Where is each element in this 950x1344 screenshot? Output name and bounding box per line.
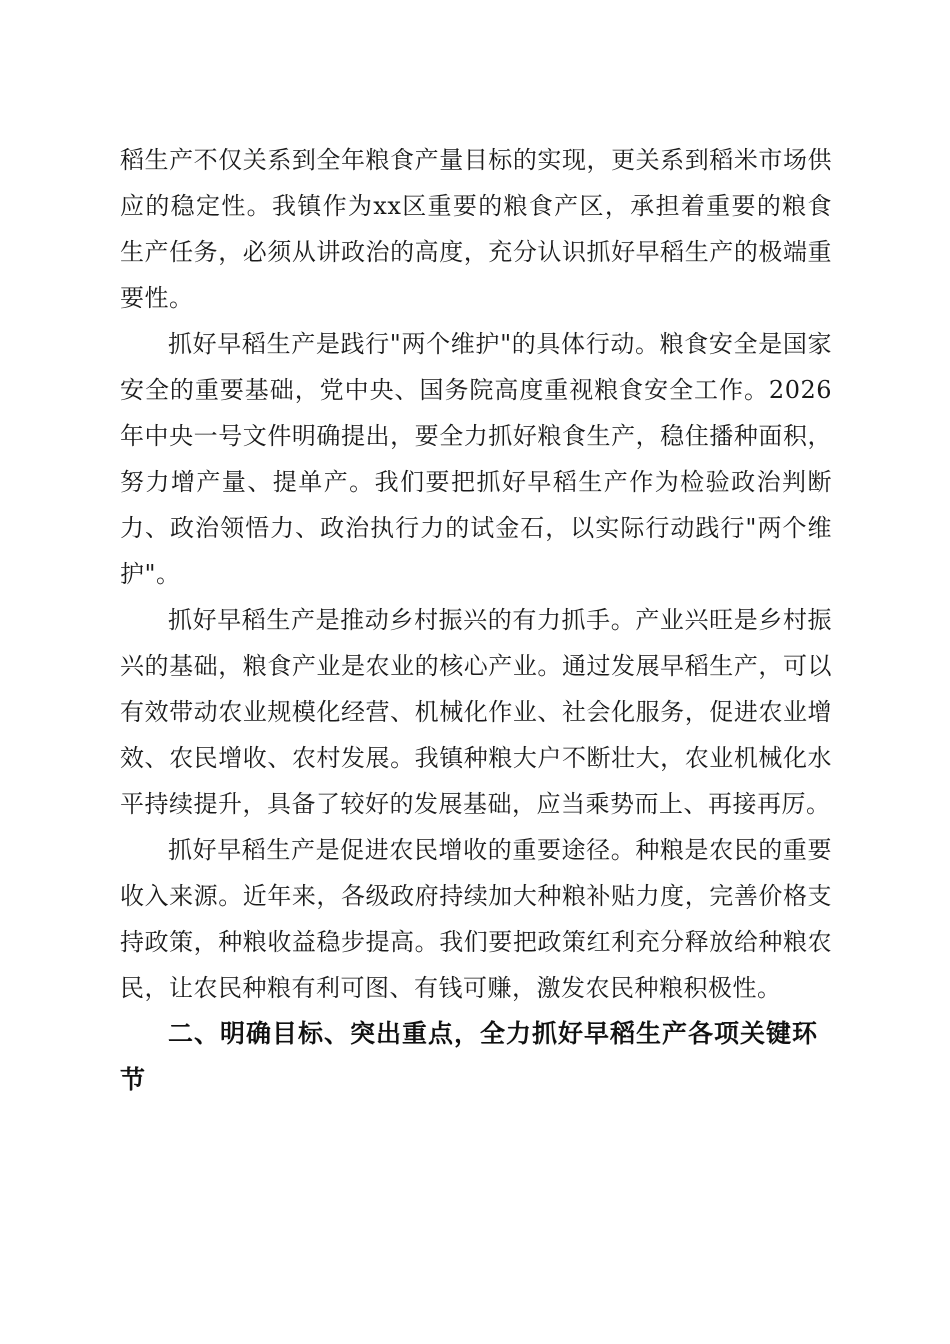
paragraph-continuation: 稻生产不仅关系到全年粮食产量目标的实现，更关系到稻米市场供应的稳定性。我镇作为xx区重要的粮食产区，承担着重要的粮食生产任务，必须从讲政治的高度，充分认识抓好早稻生产的极端重要性。 [120,146,832,312]
paragraph-two-safeguards: 抓好早稻生产是践行"两个维护"的具体行动。粮食安全是国家安全的重要基础，党中央、国务院高度重视粮食安全工作。2026年中央一号文件明确提出，要全力抓好粮食生产，稳住播种面积，努力增产量、提单产。我们要把抓好早稻生产作为检验政治判断力、政治领悟力、政治执行力的试金石，以实际行动践行"两个维护"。 [120,330,832,588]
section-heading: 二、明确目标、突出重点，全力抓好早稻生产各项关键环节 [120,1019,819,1094]
paragraph-rural-revitalization: 抓好早稻生产是推动乡村振兴的有力抓手。产业兴旺是乡村振兴的基础，粮食产业是农业的核心产业。通过发展早稻生产，可以有效带动农业规模化经营、机械化作业、社会化服务，促进农业增效、农民增收、农村发展。我镇种粮大户不断壮大，农业机械化水平持续提升，具备了较好的发展基础，应当乘势而上、再接再厉。 [120,606,832,818]
document-body [120,137,832,1103]
paragraph-farmer-income: 抓好早稻生产是促进农民增收的重要途径。种粮是农民的重要收入来源。近年来，各级政府持续加大种粮补贴力度，完善价格支持政策，种粮收益稳步提高。我们要把政策红利充分释放给种粮农民，让农民种粮有利可图、有钱可赚，激发农民种粮积极性。 [120,836,832,1002]
